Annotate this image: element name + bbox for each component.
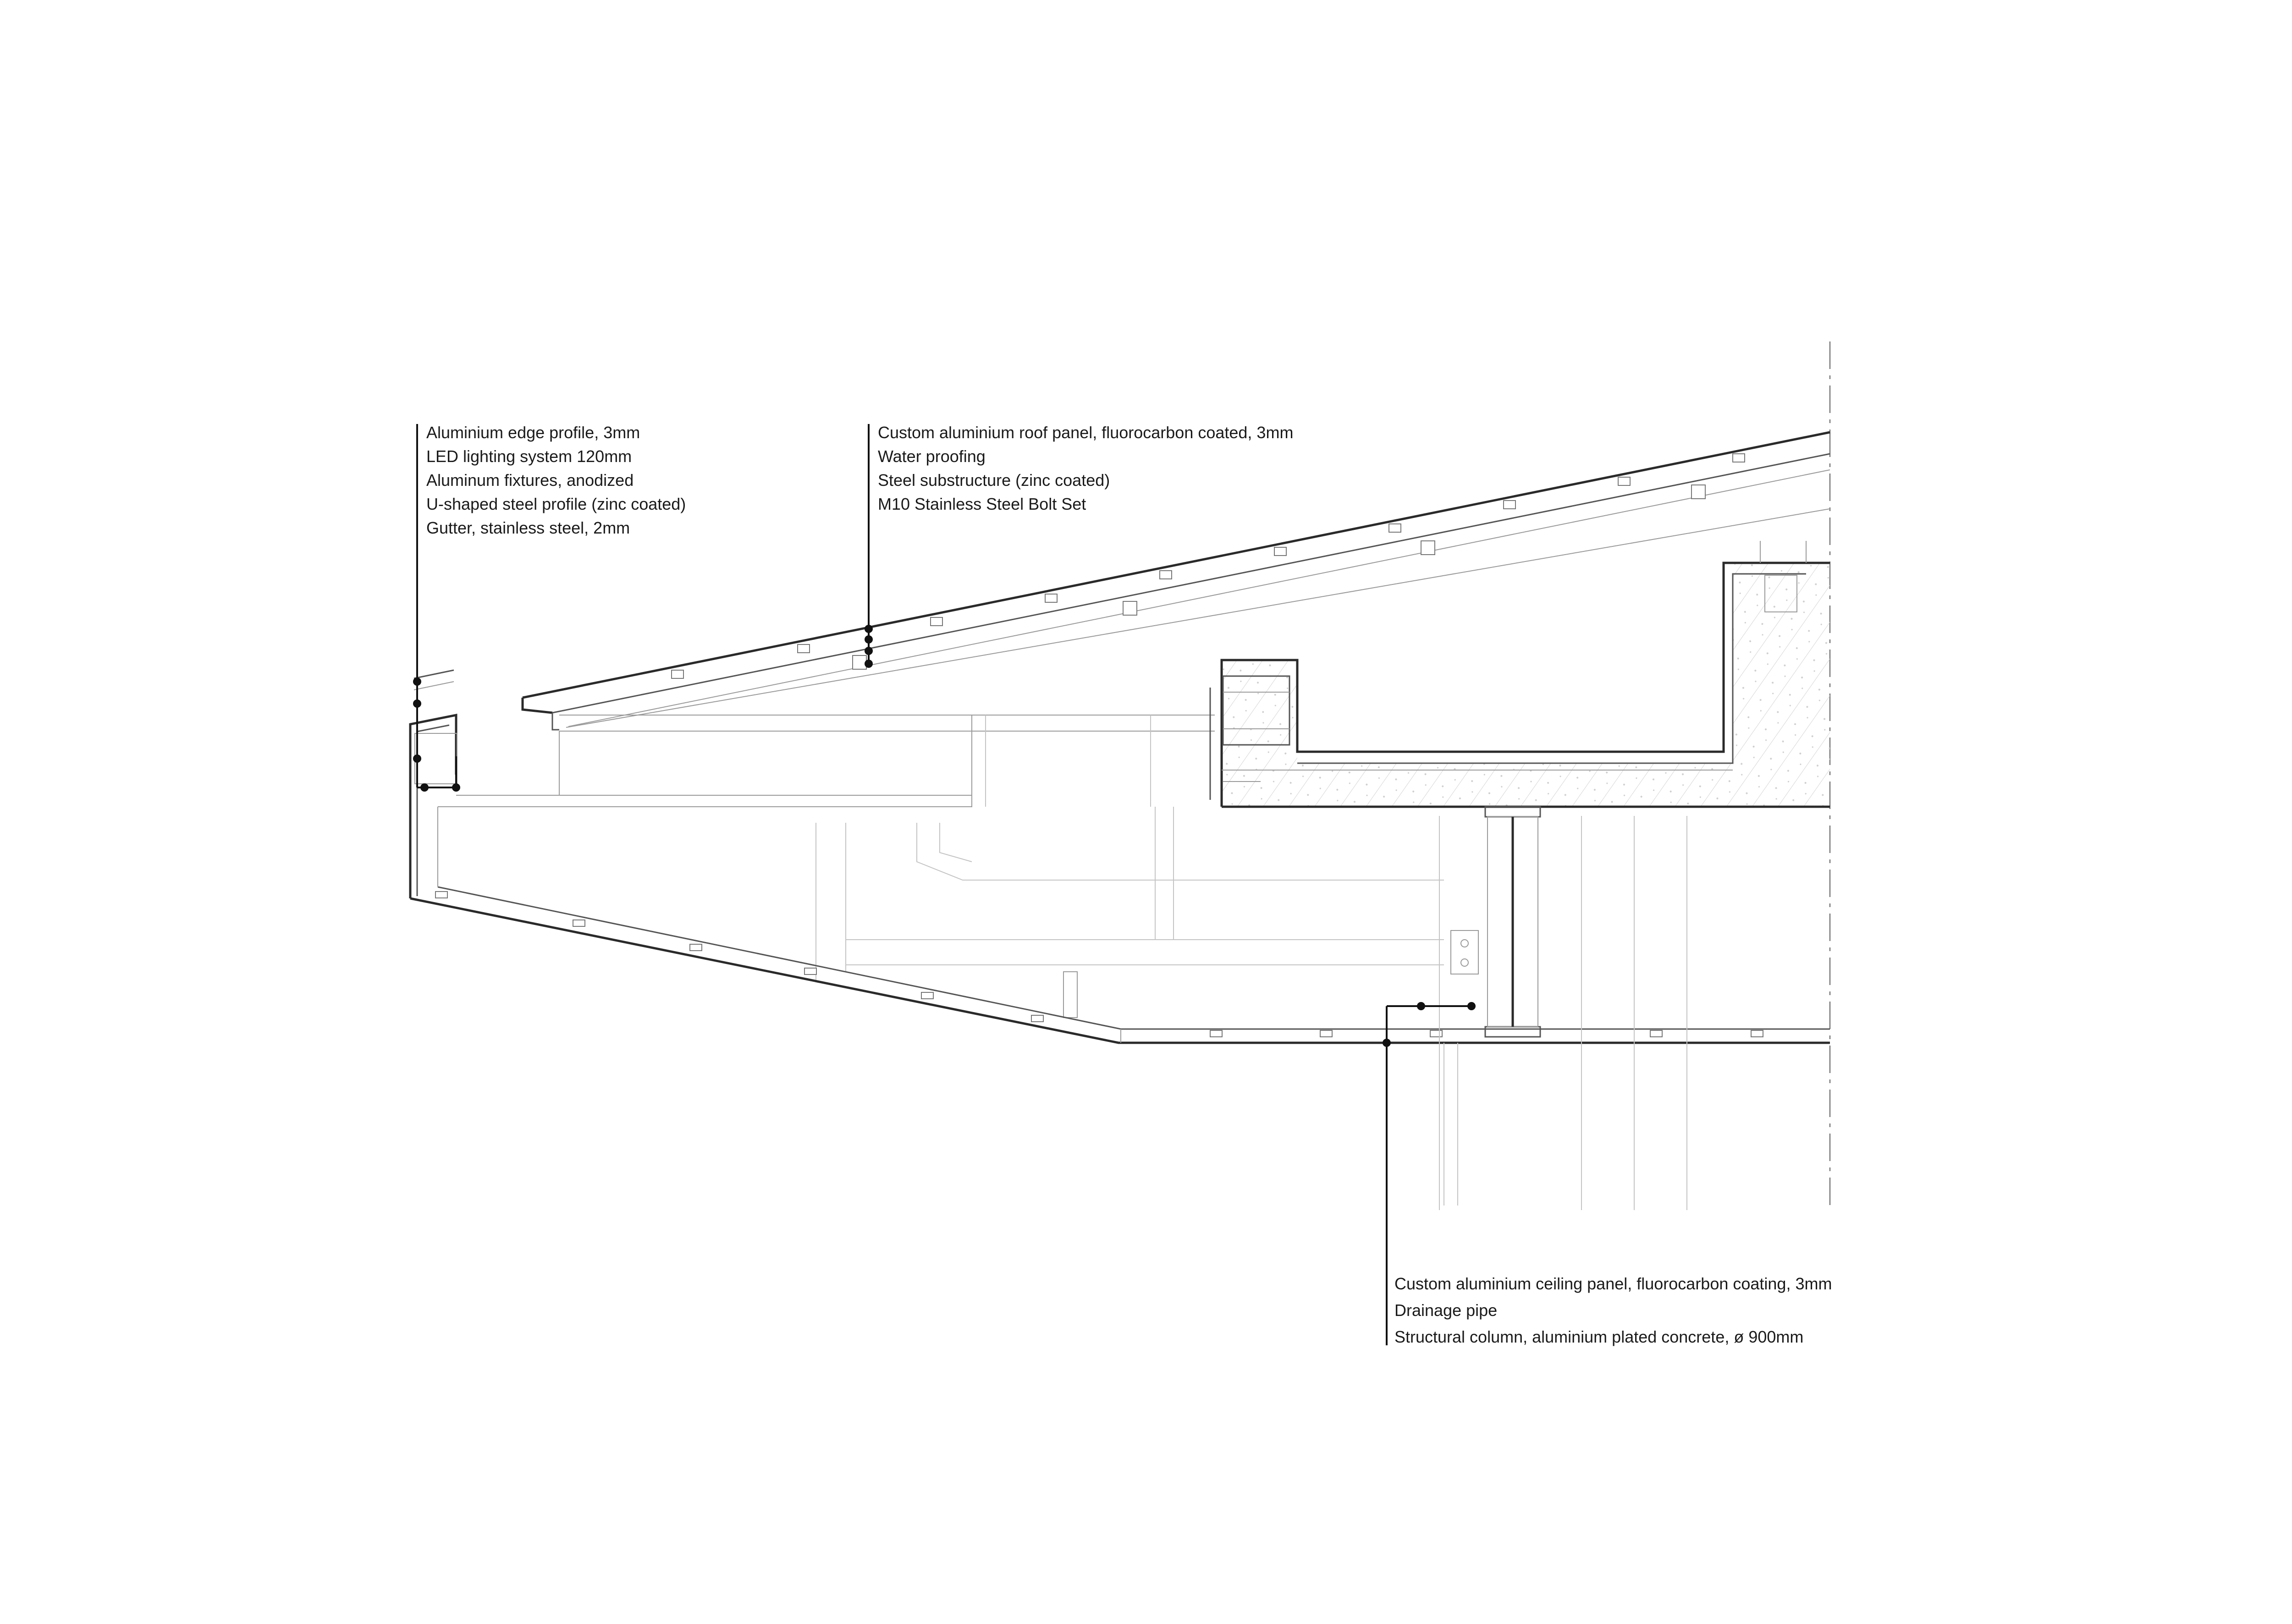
- callout-roof-line: Water proofing: [878, 447, 986, 466]
- callout-edge-line: LED lighting system 120mm: [426, 447, 632, 466]
- callout-roof-line: M10 Stainless Steel Bolt Set: [878, 495, 1086, 513]
- callout-ceiling-line: Structural column, aluminium plated concrete, ø 900mm: [1394, 1327, 1804, 1346]
- callout-ceiling: [1394, 1271, 1832, 1350]
- callout-roof-line: Steel substructure (zinc coated): [878, 471, 1110, 490]
- ceiling-fixings: [435, 892, 1763, 1037]
- callout-ceiling-line: Custom aluminium ceiling panel, fluorocarbon coating, 3mm: [1394, 1274, 1832, 1293]
- callout-ceiling-line: Drainage pipe: [1394, 1301, 1498, 1320]
- callout-edge-line: Aluminium edge profile, 3mm: [426, 423, 640, 442]
- leader-roof: [865, 424, 873, 668]
- callout-roof: [878, 421, 1293, 516]
- callout-edge: [426, 421, 686, 540]
- concrete-slab: [1222, 541, 1830, 807]
- callout-roof-line: Custom aluminium roof panel, fluorocarbon coated, 3mm: [878, 423, 1294, 442]
- callout-edge-line: Gutter, stainless steel, 2mm: [426, 518, 630, 537]
- callout-edge-line: U-shaped steel profile (zinc coated): [426, 495, 686, 513]
- steel-column: [1439, 807, 1687, 1210]
- callout-edge-line: Aluminum fixtures, anodized: [426, 471, 634, 490]
- ceiling-panel: [410, 807, 1830, 1043]
